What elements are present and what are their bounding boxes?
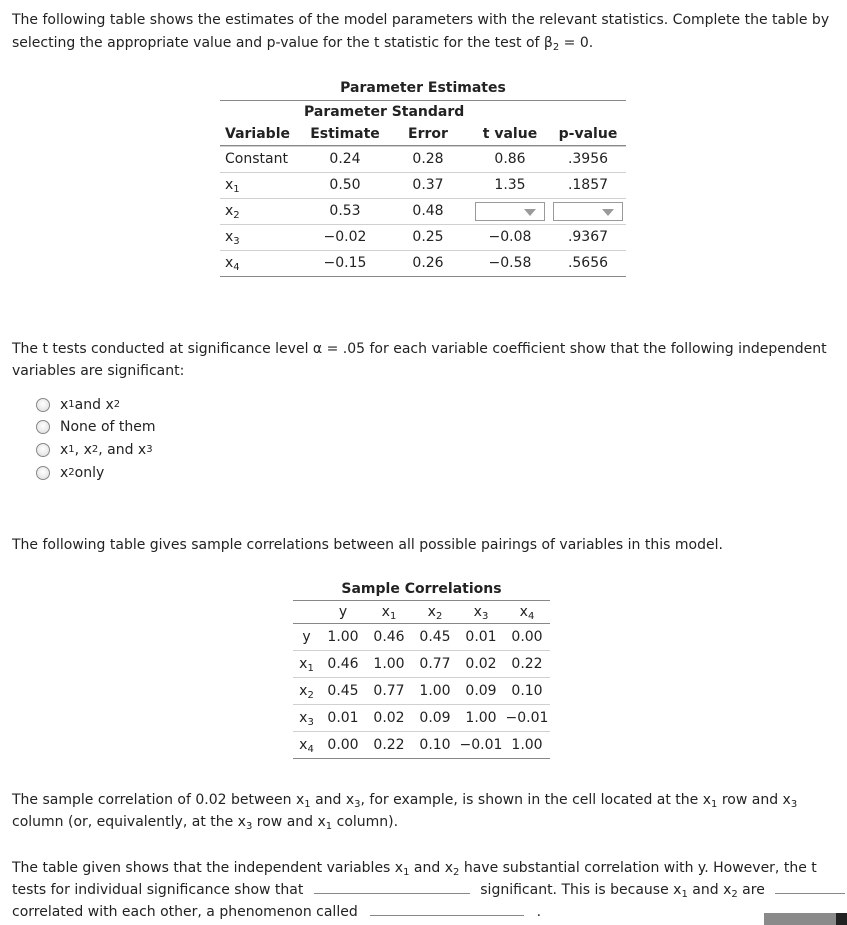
row-variable: x <box>225 203 234 219</box>
scroll-edge <box>836 913 847 925</box>
conclusion-text: The table given shows that the independent variables x <box>12 860 404 876</box>
col-label: x <box>519 604 528 620</box>
example-sub: 1 <box>711 799 718 810</box>
conclusion-sub: 2 <box>731 889 738 900</box>
row-p-value: .3956 <box>567 151 609 167</box>
example-text: column (or, equivalently, at the x <box>12 814 246 830</box>
header-top-2: Standard <box>391 104 465 120</box>
cell: 0.01 <box>327 710 359 726</box>
table-row <box>293 678 550 705</box>
conclusion-sub: 1 <box>403 867 410 878</box>
row-error: 0.37 <box>412 177 444 193</box>
significance-text-a: The t tests conducted at significance level <box>12 341 313 357</box>
cell: 0.02 <box>465 656 497 672</box>
radio-button[interactable] <box>36 398 50 412</box>
cell: 0.00 <box>511 629 543 645</box>
cell: 0.02 <box>373 710 405 726</box>
col-label: x <box>381 604 390 620</box>
t-value-dropdown[interactable] <box>475 202 545 221</box>
cell: 0.10 <box>419 737 451 753</box>
correlation-intro: The following table gives sample correlations between all possible pairings of variables in this model. <box>12 537 723 553</box>
cell: 1.00 <box>327 629 359 645</box>
cell: 0.77 <box>373 683 405 699</box>
example-sub: 3 <box>790 799 798 810</box>
row-label: y <box>302 629 311 645</box>
row-variable: x <box>225 229 234 245</box>
parameter-estimates-table <box>220 76 626 277</box>
cell: 0.22 <box>511 656 543 672</box>
conclusion-text: significant. This is because x <box>480 882 682 898</box>
row-variable: Constant <box>225 151 288 167</box>
row-variable: x <box>225 177 234 193</box>
conclusion-line-3 <box>12 901 541 923</box>
cell: 0.45 <box>419 629 451 645</box>
col-sub: 4 <box>527 611 535 622</box>
row-estimate: 0.53 <box>329 203 361 219</box>
row-sub: 4 <box>307 744 314 755</box>
row-t-value: 0.86 <box>494 151 526 167</box>
row-sub: 1 <box>307 663 314 674</box>
answer-blank-significance[interactable] <box>314 879 470 894</box>
option-x1-x2-x3[interactable]: x 1 , x 2 , and x 3 <box>36 439 153 461</box>
row-error: 0.28 <box>412 151 444 167</box>
row-label: x <box>299 656 308 672</box>
header-top-1: Parameter <box>304 104 387 120</box>
example-text: row and x <box>252 814 326 830</box>
header-p-value: p-value <box>558 126 618 142</box>
conclusion-line-1 <box>12 857 817 879</box>
row-label: x <box>299 683 308 699</box>
cell: 1.00 <box>419 683 451 699</box>
answer-blank-correlated[interactable] <box>775 879 845 894</box>
row-t-value: −0.58 <box>488 255 532 271</box>
option-none-of-them[interactable] <box>36 416 156 438</box>
header-top-3 <box>470 101 550 123</box>
table-row <box>220 198 626 224</box>
row-label: x <box>299 710 308 726</box>
example-sub: 1 <box>325 821 333 832</box>
cell: −0.01 <box>459 737 503 753</box>
parameter-table-title: Parameter Estimates <box>340 80 506 96</box>
conclusion-sub: 1 <box>681 889 688 900</box>
conclusion-text: and x <box>687 882 732 898</box>
example-text: , for example, is shown in the cell located at the x <box>360 792 712 808</box>
row-variable-sub: 2 <box>233 210 240 221</box>
option-text: and x <box>74 397 114 413</box>
example-text: and x <box>310 792 355 808</box>
cell: 0.09 <box>465 683 497 699</box>
table-row <box>293 732 550 759</box>
cell: 0.10 <box>511 683 543 699</box>
example-line-1 <box>12 789 797 811</box>
table-row <box>220 172 626 198</box>
cell: −0.01 <box>505 710 549 726</box>
row-p-value: .9367 <box>567 229 609 245</box>
row-t-value: −0.08 <box>488 229 532 245</box>
row-variable-sub: 4 <box>233 262 240 273</box>
cell: 0.46 <box>373 629 405 645</box>
table-row <box>220 224 626 250</box>
option-text: x <box>60 397 69 413</box>
table-row <box>293 651 550 678</box>
intro-sub: 2 <box>552 42 560 53</box>
next-button[interactable] <box>764 913 836 925</box>
col-sub: 1 <box>389 611 397 622</box>
significance-line-2: variables are significant: <box>12 363 185 379</box>
header-estimate: Estimate <box>310 126 380 142</box>
cell: 0.46 <box>327 656 359 672</box>
conclusion-text: . <box>536 904 542 920</box>
col-label: x <box>427 604 436 620</box>
cell: 0.22 <box>373 737 405 753</box>
conclusion-text: and x <box>409 860 453 876</box>
cell: 0.45 <box>327 683 359 699</box>
cell: 0.00 <box>327 737 359 753</box>
p-value-dropdown[interactable] <box>553 202 623 221</box>
header-t-value: t value <box>482 126 538 142</box>
row-t-value: 1.35 <box>494 177 526 193</box>
col-label: x <box>473 604 482 620</box>
intro-text-a: selecting the appropriate value and p-value for the t statistic for the test of β <box>12 35 553 51</box>
significance-text-b: = .05 for each variable coefficient show that the following independent <box>322 341 827 357</box>
table-row <box>293 705 550 732</box>
row-label: x <box>299 737 308 753</box>
row-variable-sub: 3 <box>233 236 240 247</box>
col-sub: 3 <box>481 611 489 622</box>
conclusion-text: have substantial correlation with y. However, the t <box>459 860 817 876</box>
example-line-2 <box>12 811 398 833</box>
correlation-table-title: Sample Correlations <box>341 581 502 597</box>
header-variable: Variable <box>225 126 290 142</box>
row-p-value: .5656 <box>567 255 609 271</box>
option-x2-only[interactable]: x 2 only <box>36 462 104 484</box>
col-label: y <box>338 604 348 620</box>
radio-button[interactable] <box>36 466 50 480</box>
intro-line-2 <box>12 32 593 54</box>
example-text: column). <box>332 814 399 830</box>
cell: 0.77 <box>419 656 451 672</box>
option-text: , and x <box>98 442 147 458</box>
row-estimate: −0.02 <box>323 229 367 245</box>
example-sub: 3 <box>354 799 361 810</box>
header-top-4 <box>550 101 626 123</box>
intro-line-1: The following table shows the estimates of the model parameters with the relevant statistics. Complete the table by <box>12 12 830 28</box>
header-error: Error <box>408 126 448 142</box>
parameter-table-header-top <box>220 101 626 123</box>
row-error: 0.26 <box>412 255 444 271</box>
option-text: x <box>60 442 69 458</box>
sample-correlations-table <box>293 578 550 759</box>
example-sub: 3 <box>245 821 253 832</box>
row-variable: x <box>225 255 234 271</box>
option-x1-and-x2[interactable]: x 1 and x 2 <box>36 394 120 416</box>
header-top-0 <box>220 101 304 123</box>
example-sub: 1 <box>304 799 311 810</box>
cell: 0.01 <box>465 629 497 645</box>
cell: 1.00 <box>511 737 543 753</box>
table-row <box>220 250 626 277</box>
table-row <box>220 146 626 172</box>
example-text: row and x <box>717 792 791 808</box>
parameter-table-header <box>220 123 626 146</box>
answer-blank-phenomenon[interactable] <box>370 901 524 916</box>
row-variable-sub: 1 <box>233 184 240 195</box>
option-text: None of them <box>60 419 156 435</box>
significance-line-1 <box>12 338 827 360</box>
correlation-table-header <box>293 600 550 624</box>
conclusion-text: correlated with each other, a phenomenon called <box>12 904 358 920</box>
row-error: 0.25 <box>412 229 444 245</box>
intro-text-b: = 0. <box>559 35 594 51</box>
option-text: , x <box>74 442 92 458</box>
cell: 1.00 <box>373 656 405 672</box>
row-error: 0.48 <box>412 203 444 219</box>
row-sub: 3 <box>307 717 314 728</box>
row-p-value: .1857 <box>567 177 609 193</box>
conclusion-text: are <box>737 882 765 898</box>
option-text: x <box>60 465 69 481</box>
radio-button[interactable] <box>36 420 50 434</box>
alpha-symbol: α <box>312 341 323 357</box>
conclusion-sub: 2 <box>453 867 460 878</box>
example-text: The sample correlation of 0.02 between x <box>12 792 305 808</box>
row-sub: 2 <box>307 690 314 701</box>
option-text: only <box>74 465 105 481</box>
radio-button[interactable] <box>36 443 50 457</box>
row-estimate: 0.50 <box>329 177 361 193</box>
cell: 1.00 <box>465 710 497 726</box>
col-sub: 2 <box>435 611 443 622</box>
row-estimate: −0.15 <box>323 255 367 271</box>
conclusion-text: tests for individual significance show that <box>12 882 304 898</box>
conclusion-line-2 <box>12 879 845 901</box>
row-estimate: 0.24 <box>329 151 361 167</box>
table-row <box>293 624 550 651</box>
cell: 0.09 <box>419 710 451 726</box>
